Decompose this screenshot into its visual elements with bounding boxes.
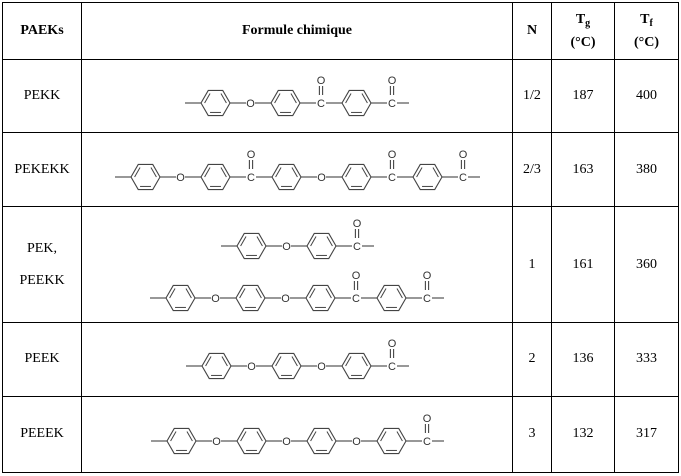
benzene-ring [377,429,406,454]
benzene-ring [166,285,195,310]
structure-peekk [150,268,444,314]
polymer-name [3,207,82,322]
chemical-formula [82,322,513,396]
carbonyl-oxygen-label: O [387,75,397,88]
carbonyl-oxygen-label: O [387,338,396,351]
carbonyl-oxygen-label: O [351,269,361,282]
benzene-ring [131,164,160,189]
benzene-ring [271,91,300,116]
carbonyl-carbon-label: C [317,98,325,111]
carbonyl-oxygen-label: O [458,148,467,161]
header-formula: Formule chimique [82,3,513,60]
structure-pekk [185,73,409,119]
benzene-ring [167,429,196,454]
ether-oxygen-label: O [316,361,326,374]
carbonyl-carbon-label: C [388,98,396,111]
carbonyl-oxygen-label: O [246,148,255,161]
header-tg-symbol: $T_g$ [575,12,591,30]
benzene-ring [306,285,335,310]
carbonyl-oxygen-label: O [387,148,396,161]
benzene-ring [307,233,336,258]
tg-value: 132 [552,396,615,472]
benzene-ring [237,429,266,454]
benzene-ring [342,164,371,189]
benzene-ring [342,354,371,379]
carbonyl-oxygen-label: O [316,75,326,88]
tg-value: 187 [552,60,615,133]
chemical-formula [82,207,513,322]
ether-oxygen-label: O [246,361,256,374]
n-value: 1 [513,207,552,322]
header-row [3,3,679,60]
header-n: N [513,3,552,60]
header-tf-symbol: $T_f$ [640,12,653,30]
polymer-name: PEEEK [3,396,82,472]
ether-oxygen-label: O [281,240,291,253]
chemical-formula [82,133,513,207]
benzene-ring [201,164,230,189]
ether-oxygen-label: O [175,171,185,184]
polymer-name: PEKEKK [3,133,82,207]
carbonyl-carbon-label: C [387,171,396,184]
ether-oxygen-label: O [316,171,326,184]
table-row [3,207,679,322]
chemical-formula [82,60,513,133]
table-row [3,396,679,472]
structure-pekekk [115,147,480,193]
carbonyl-oxygen-label: O [352,217,361,230]
paek-properties-table [2,2,679,473]
benzene-ring [377,285,406,310]
ether-oxygen-label: O [211,292,220,305]
tg-value: 161 [552,207,615,322]
polymer-name: PEEK [3,322,82,396]
header-tg-unit: (°C) [570,35,596,51]
tf-value: 317 [615,396,679,472]
ether-oxygen-label: O [351,436,361,449]
ether-oxygen-label: O [281,436,291,449]
benzene-ring [202,354,231,379]
header-tf-unit: (°C) [633,35,660,51]
ether-oxygen-label: O [211,436,221,449]
header-tg [552,3,615,60]
benzene-ring [201,91,230,116]
header-tf [615,3,679,60]
tg-value: 136 [552,322,615,396]
polymer-name: PEKK [3,60,82,133]
benzene-ring [236,285,265,310]
carbonyl-carbon-label: C [246,171,255,184]
structure-peek [186,336,409,382]
ether-oxygen-label: O [246,98,255,111]
tf-value: 400 [615,60,679,133]
polymer-name-line: PEK, [27,240,57,256]
benzene-ring [272,164,301,189]
n-value: 2 [513,322,552,396]
n-value: 2/3 [513,133,552,207]
benzene-ring [307,429,336,454]
carbonyl-oxygen-label: O [422,269,432,282]
n-value: 1/2 [513,60,552,133]
table-row [3,322,679,396]
carbonyl-carbon-label: C [387,361,396,374]
ether-oxygen-label: O [281,292,290,305]
table-row [3,133,679,207]
carbonyl-carbon-label: C [423,292,431,305]
carbonyl-carbon-label: C [458,171,467,184]
polymer-name-line: PEEKK [19,272,65,288]
n-value: 3 [513,396,552,472]
tf-value: 380 [615,133,679,207]
chemical-formula [82,396,513,472]
tf-value: 333 [615,322,679,396]
structure-peeek [151,411,444,457]
structure-pek [221,216,374,262]
benzene-ring [237,233,266,258]
carbonyl-oxygen-label: O [422,413,431,426]
benzene-ring [342,91,371,116]
carbonyl-carbon-label: C [352,292,360,305]
benzene-ring [272,354,301,379]
carbonyl-carbon-label: C [422,436,431,449]
tf-value: 360 [615,207,679,322]
carbonyl-carbon-label: C [352,240,361,253]
tg-value: 163 [552,133,615,207]
header-paeks: PAEKs [3,3,82,60]
benzene-ring [413,164,442,189]
table-row [3,60,679,133]
